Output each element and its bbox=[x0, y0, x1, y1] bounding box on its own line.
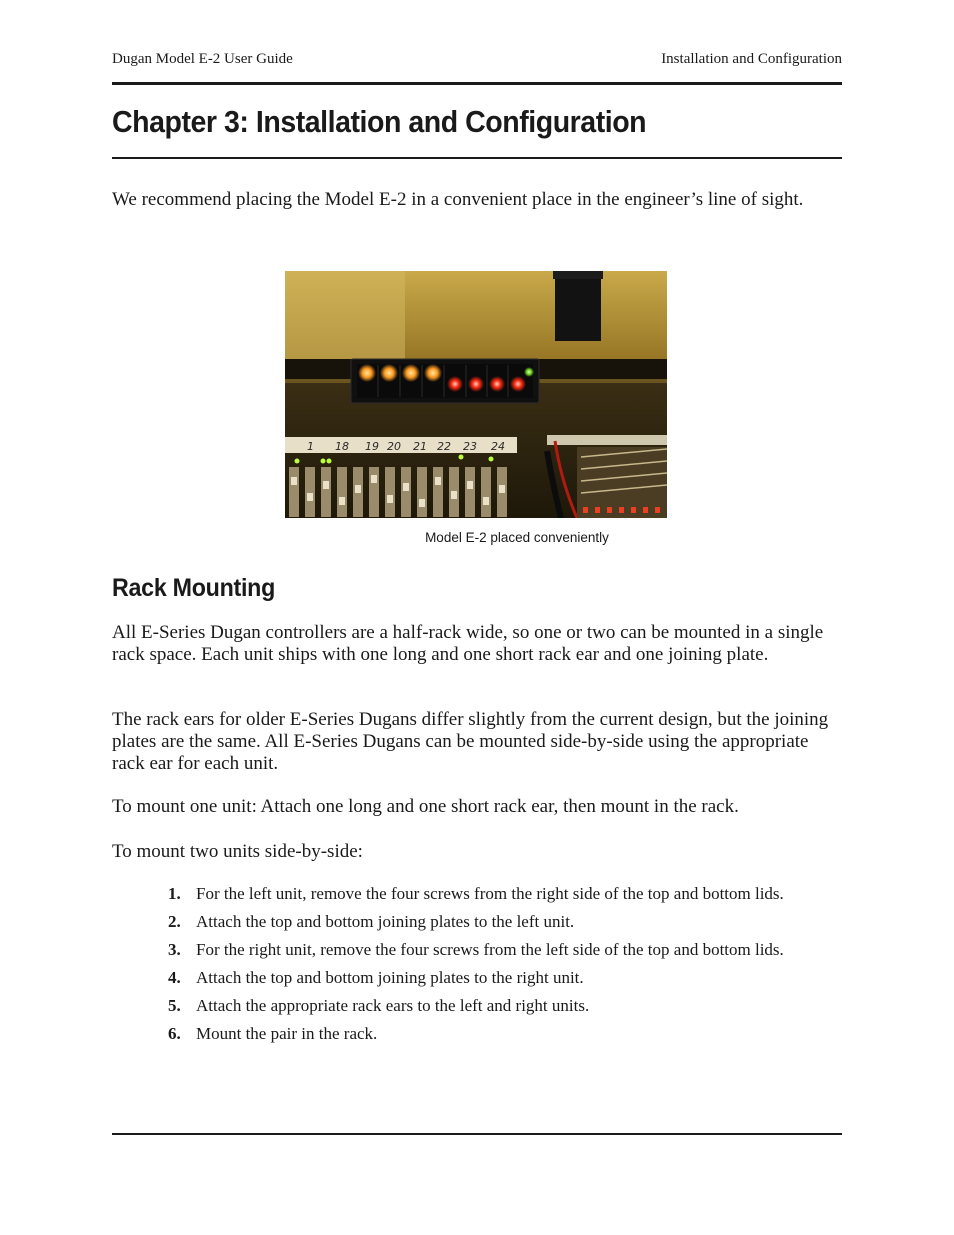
strip-label: 19 bbox=[365, 440, 379, 453]
header-rule bbox=[112, 82, 842, 85]
step-text: For the right unit, remove the four screws from the left side of the top and bottom lids. bbox=[196, 940, 784, 959]
mounting-steps bbox=[168, 884, 844, 1052]
running-header bbox=[112, 51, 842, 68]
step-number: 2. bbox=[168, 912, 181, 931]
footer-rule bbox=[112, 1133, 842, 1135]
strip-label: 24 bbox=[491, 440, 505, 453]
figure-photo bbox=[285, 271, 667, 518]
step-text: Attach the top and bottom joining plates to the right unit. bbox=[196, 968, 584, 987]
strip-label: 20 bbox=[387, 440, 401, 453]
step-number: 6. bbox=[168, 1024, 181, 1043]
step-text: Attach the appropriate rack ears to the left and right units. bbox=[196, 996, 590, 1015]
step-text: Attach the top and bottom joining plates to the left unit. bbox=[196, 912, 575, 931]
strip-label: 1 bbox=[307, 440, 314, 453]
header-right: Installation and Configuration bbox=[661, 51, 842, 67]
header-left: Dugan Model E-2 User Guide bbox=[112, 51, 293, 67]
section-title: Rack Mounting bbox=[112, 574, 275, 602]
paragraph: The rack ears for older E-Series Dugans differ slightly from the current design, but the joining plates are the same. All E-Series Dugans can be mounted side-by-side using the appropriate rack ear for each unit. bbox=[112, 709, 829, 774]
step-number: 1. bbox=[168, 884, 181, 903]
step-number: 4. bbox=[168, 968, 181, 987]
paragraph: To mount two units side-by-side: bbox=[112, 841, 363, 862]
list-item bbox=[168, 996, 844, 1016]
step-number: 5. bbox=[168, 996, 181, 1015]
paragraph: All E-Series Dugan controllers are a half-rack wide, so one or two can be mounted in a single rack space. Each unit ships with one long and one short rack ear and one joining plate. bbox=[112, 622, 824, 665]
intro-paragraph: We recommend placing the Model E-2 in a convenient place in the engineer’s line of sight. bbox=[112, 189, 804, 210]
strip-label: 21 bbox=[413, 440, 427, 453]
step-text: For the left unit, remove the four screws from the right side of the top and bottom lids. bbox=[196, 884, 784, 903]
step-number: 3. bbox=[168, 940, 181, 959]
list-item bbox=[168, 968, 844, 988]
list-item bbox=[168, 912, 844, 932]
strip-label: 23 bbox=[463, 440, 477, 453]
list-item bbox=[168, 884, 844, 904]
step-text: Mount the pair in the rack. bbox=[196, 1024, 378, 1043]
list-item bbox=[168, 1024, 844, 1044]
title-rule bbox=[112, 157, 842, 159]
strip-label: 22 bbox=[437, 440, 451, 453]
list-item bbox=[168, 940, 844, 960]
console-photo-image bbox=[285, 271, 667, 518]
strip-label: 18 bbox=[335, 440, 349, 453]
paragraph: To mount one unit: Attach one long and one short rack ear, then mount in the rack. bbox=[112, 796, 739, 817]
chapter-title: Chapter 3: Installation and Configuration bbox=[112, 104, 647, 139]
figure-caption: Model E-2 placed conveniently bbox=[425, 530, 609, 545]
